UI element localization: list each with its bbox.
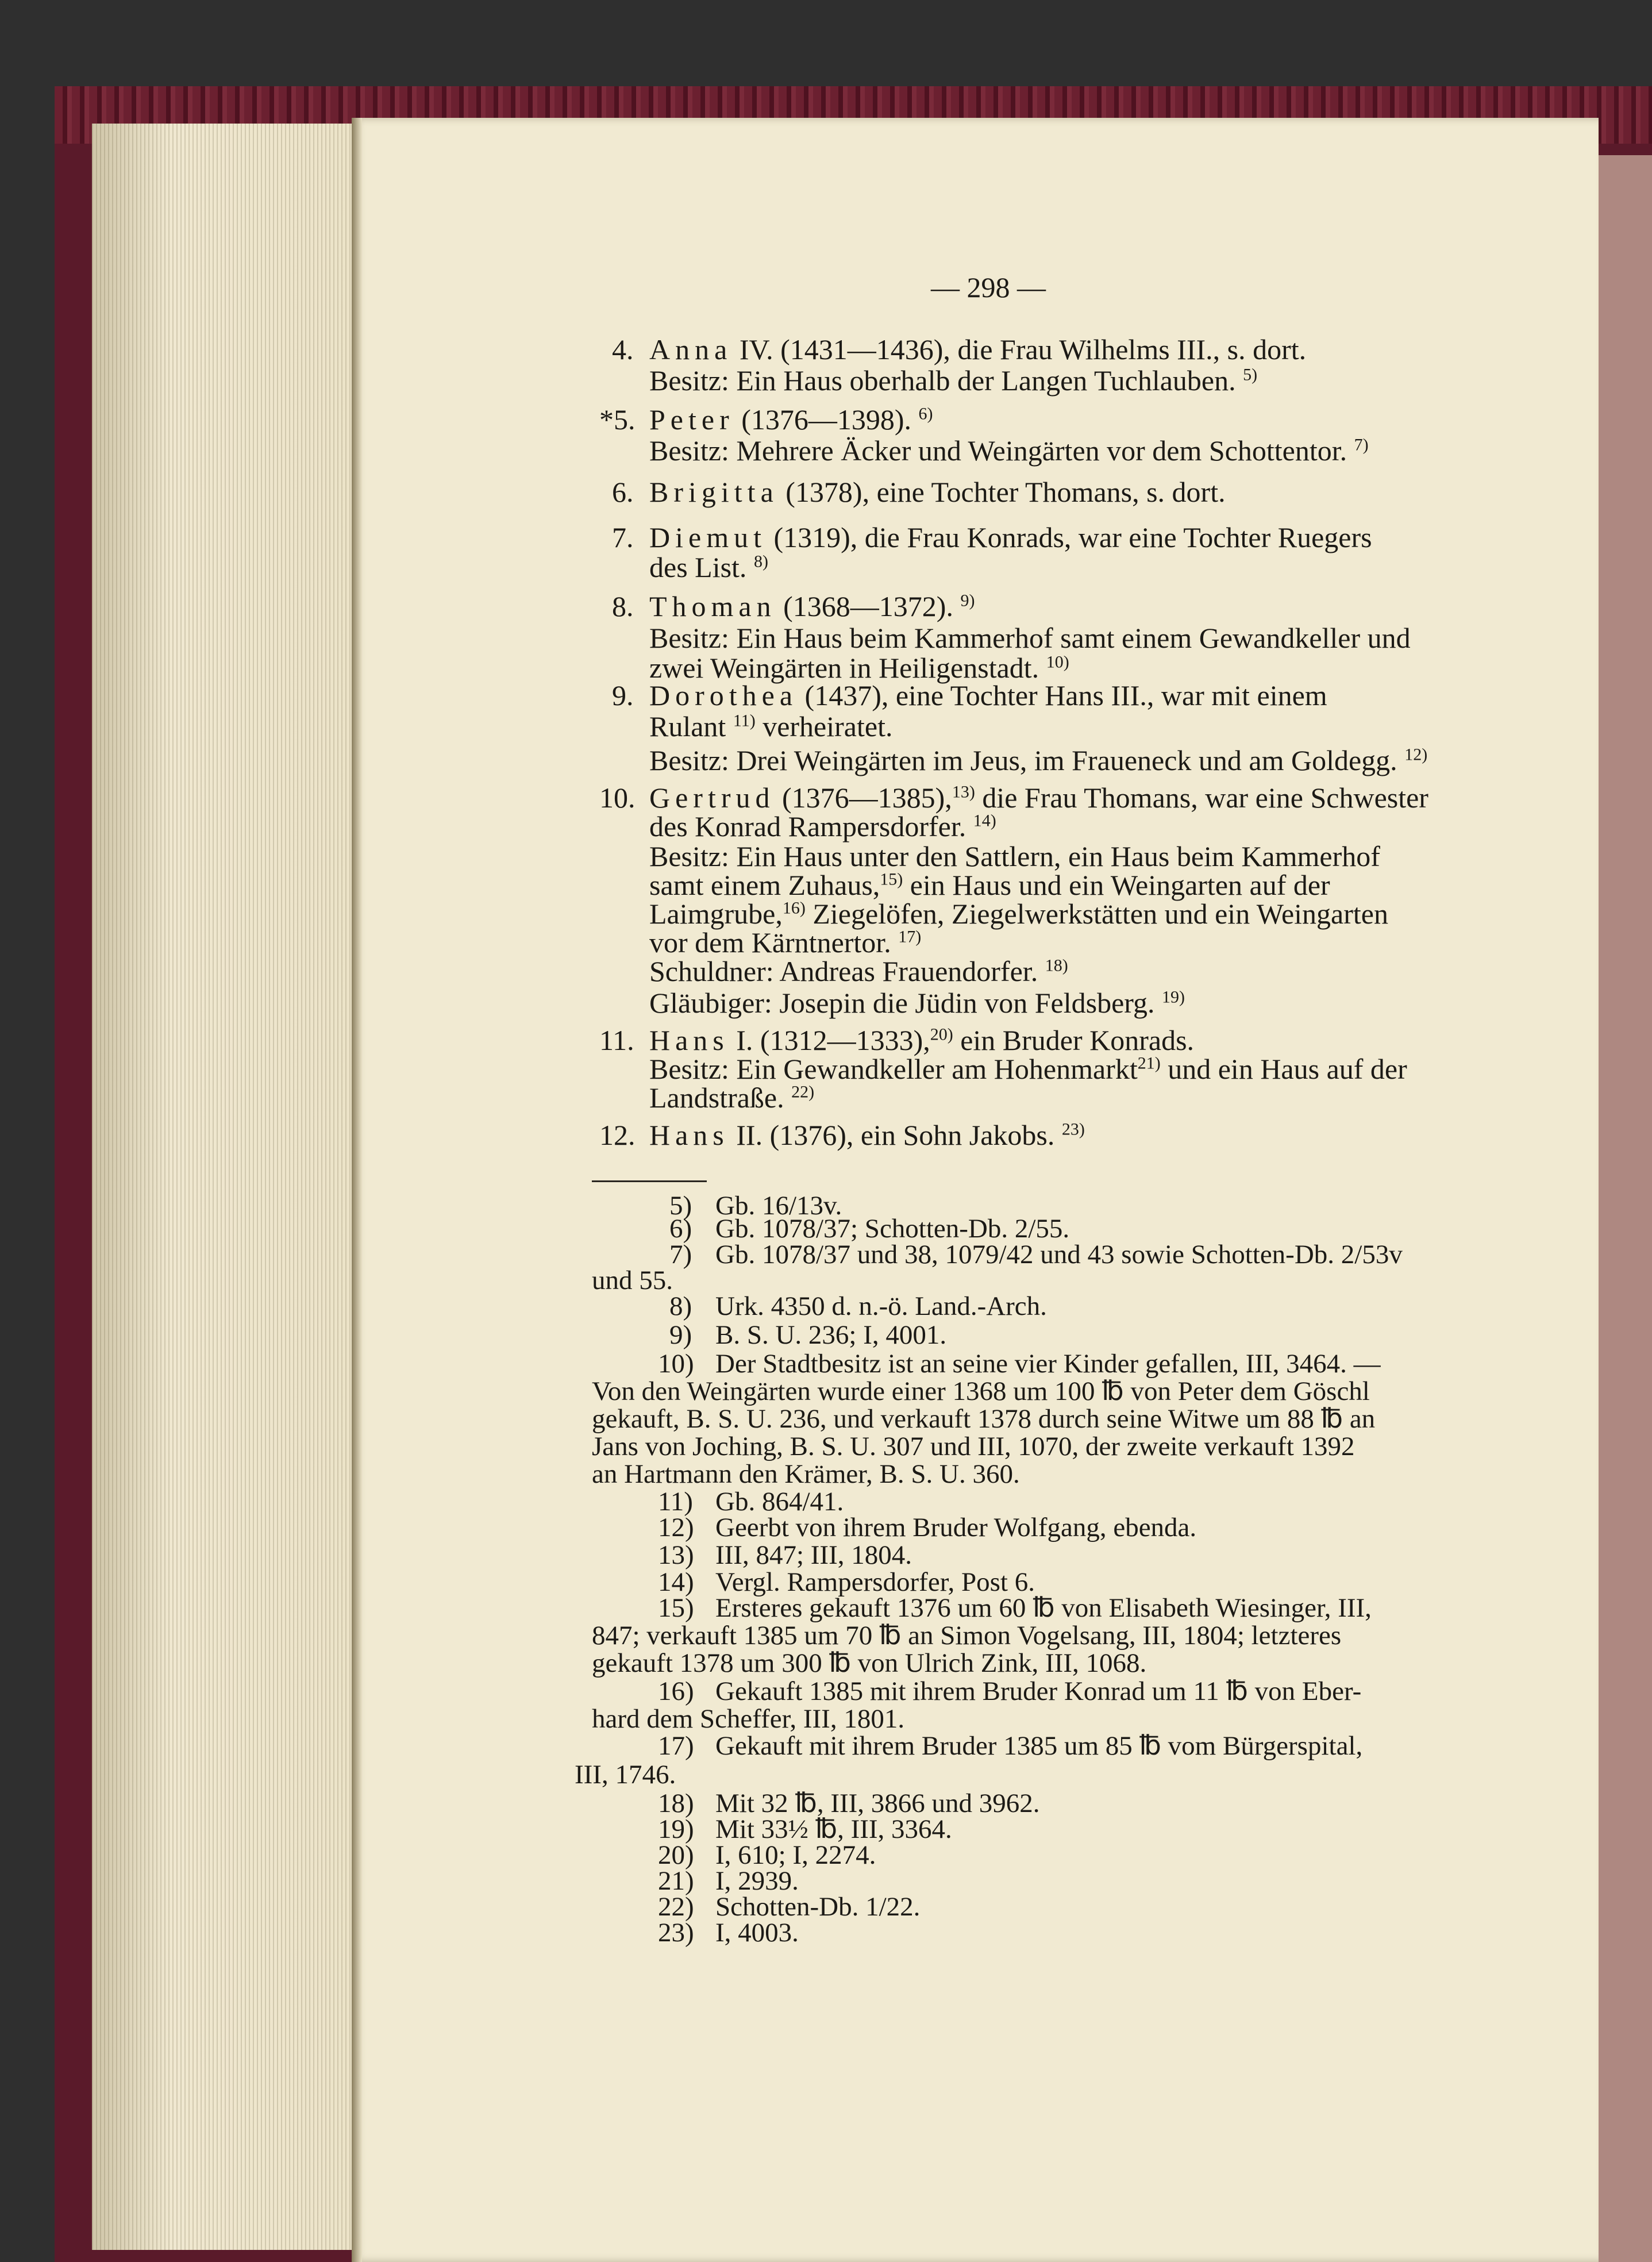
entry-line: Besitz: Ein Haus unter den Sattlern, ein Haus beim Kammerhof [649, 840, 1380, 872]
entry-line: Thoman (1368—1372). $^{9)}$ [649, 590, 975, 622]
entry-line: Anna IV. (1431—1436), die Frau Wilhelms III., s. dort. [649, 333, 1307, 366]
footnote-mark: 9) [669, 1320, 692, 1350]
entry-number: 4. [612, 333, 634, 366]
footnote-ref: 23) [1061, 1120, 1085, 1139]
entry-line: Gertrud (1376—1385),$^{13)}$ die Frau Thomans, war eine Schwester [649, 782, 1428, 814]
entry-number: 10. [599, 782, 636, 814]
entry-name: Peter [649, 403, 734, 436]
footnote-ref: 19) [1162, 987, 1185, 1007]
entry-line: zwei Weingärten in Heiligenstadt. $^{10)}$ [649, 652, 1069, 684]
footnote-mark: 12) [658, 1513, 694, 1542]
footnote-line: I, 4003. [715, 1918, 799, 1948]
entry-line: des List. $^{8)}$ [649, 551, 768, 583]
entry-number: *5. [599, 403, 636, 436]
footnote-ref: 8) [753, 552, 768, 571]
entry-line: Besitz: Mehrere Äcker und Weingärten vor dem Schottentor. $^{7)}$ [649, 434, 1369, 467]
footnote-mark: 11) [658, 1487, 693, 1517]
footnote-mark: 14) [658, 1567, 694, 1597]
entry-name: Dorothea [649, 679, 798, 711]
entry-line: Besitz: Ein Haus beim Kammerhof samt einem Gewandkeller und [649, 622, 1411, 654]
footnote-ref: 9) [960, 591, 975, 610]
footnote-line: III, 847; III, 1804. [715, 1540, 912, 1570]
entry-line: Schuldner: Andreas Frauendorfer. $^{18)}$ [649, 955, 1068, 987]
footnote-ref: 6) [918, 404, 933, 424]
entry-number: 7. [612, 521, 634, 553]
footnote-line: Urk. 4350 d. n.-ö. Land.-Arch. [715, 1291, 1047, 1321]
footnote-mark: 17) [658, 1731, 694, 1761]
footnote-ref: 22) [791, 1082, 815, 1102]
footnote-mark: 8) [669, 1291, 692, 1321]
entry-line: Besitz: Ein Gewandkeller am Hohenmarkt$^{21)}$ und ein Haus auf der [649, 1053, 1407, 1085]
entry-line: Hans I. (1312—1333),$^{20)}$ ein Bruder Konrads. [649, 1024, 1195, 1056]
footnote-line: Der Stadtbesitz ist an seine vier Kinder gefallen, III, 3464. — [715, 1349, 1381, 1379]
footnote-ref: 15) [880, 870, 903, 889]
footnote-line: Gb. 1078/37; Schotten-Db. 2/55. [715, 1214, 1070, 1244]
footnote-ref: 10) [1046, 652, 1069, 672]
footnote-ref: 17) [898, 927, 922, 947]
footnote-line: Ersteres gekauft 1376 um 60 ℔ von Elisabeth Wiesinger, III, [715, 1593, 1372, 1623]
footnote-ref: 5) [1243, 365, 1258, 384]
footnote-ref: 11) [733, 711, 756, 730]
entry-line: des Konrad Rampersdorfer. $^{14)}$ [649, 810, 996, 843]
footnote-ref: 7) [1354, 435, 1369, 455]
footnote-line: III, 1746. [575, 1760, 676, 1790]
footnote-line: an Hartmann den Krämer, B. S. U. 360. [592, 1459, 1020, 1489]
entry-line: Gläubiger: Josepin die Jüdin von Feldsberg. $^{19)}$ [649, 987, 1185, 1019]
footnote-mark: 13) [658, 1540, 694, 1570]
footnote-mark: 6) [669, 1214, 692, 1244]
footnote-line: I, 610; I, 2274. [715, 1840, 876, 1870]
entry-name: Hans [649, 1024, 729, 1056]
page-stack-lines [92, 124, 356, 2250]
footnote-ref: 13) [952, 782, 975, 802]
footnote-ref: 12) [1404, 745, 1428, 764]
footnote-mark: 19) [658, 1814, 694, 1844]
entry-line: Diemut (1319), die Frau Konrads, war eine Tochter Ruegers [649, 521, 1372, 553]
entry-line: Dorothea (1437), eine Tochter Hans III., war mit einem [649, 679, 1327, 711]
footnote-ref: 16) [782, 898, 806, 918]
page-number: — 298 — [931, 271, 1046, 303]
entry-name: Hans [649, 1119, 729, 1151]
footnote-line: Gb. 1078/37 und 38, 1079/42 und 43 sowie Schotten-Db. 2/53v [715, 1240, 1403, 1270]
footnote-mark: 23) [658, 1918, 694, 1948]
footnote-mark: 5) [669, 1191, 692, 1221]
footnote-line: Vergl. Rampersdorfer, Post 6. [715, 1567, 1035, 1597]
entry-line: Hans II. (1376), ein Sohn Jakobs. $^{23)}$ [649, 1119, 1085, 1151]
entry-line: Landstraße. $^{22)}$ [649, 1082, 815, 1114]
footnote-mark: 20) [658, 1840, 694, 1870]
footnote-line: 847; verkauft 1385 um 70 ℔ an Simon Vogelsang, III, 1804; letzteres [592, 1621, 1342, 1651]
footnote-line: I, 2939. [715, 1866, 799, 1896]
footnote-mark: 21) [658, 1866, 694, 1896]
footnote-line: gekauft 1378 um 300 ℔ von Ulrich Zink, III, 1068. [592, 1648, 1147, 1678]
entry-name: Brigitta [649, 476, 779, 508]
page-gutter [352, 118, 362, 2262]
footnote-line: Gekauft mit ihrem Bruder 1385 um 85 ℔ vom Bürgerspital, [715, 1731, 1363, 1761]
entry-number: 9. [612, 679, 634, 711]
entry-line: Brigitta (1378), eine Tochter Thomans, s. dort. [649, 476, 1226, 508]
footnote-mark: 18) [658, 1788, 694, 1818]
entry-name: Anna [649, 333, 733, 366]
footnote-line: B. S. U. 236; I, 4001. [715, 1320, 947, 1350]
entry-number: 12. [599, 1119, 636, 1151]
footnote-rule [592, 1180, 707, 1182]
footnote-line: Schotten-Db. 1/22. [715, 1892, 921, 1922]
footnote-line: Von den Weingärten wurde einer 1368 um 100 ℔ von Peter dem Göschl [592, 1376, 1370, 1406]
entry-number: 8. [612, 590, 634, 622]
footnote-line: Mit 33½ ℔, III, 3364. [715, 1814, 952, 1844]
entry-name: Diemut [649, 521, 767, 553]
entry-name: Thoman [649, 590, 776, 622]
footnote-ref: 14) [973, 811, 996, 830]
footnote-line: und 55. [592, 1265, 673, 1295]
entry-name: Gertrud [649, 782, 775, 814]
footnote-mark: 7) [669, 1240, 692, 1270]
entry-number: 6. [612, 476, 634, 508]
footnote-ref: 21) [1137, 1053, 1161, 1073]
footnote-line: Geerbt von ihrem Bruder Wolfgang, ebenda. [715, 1513, 1197, 1542]
footnote-mark: 16) [658, 1676, 694, 1706]
footnote-line: Mit 32 ℔, III, 3866 und 3962. [715, 1788, 1040, 1818]
entry-line: Laimgrube,$^{16)}$ Ziegelöfen, Ziegelwerkstätten und ein Weingarten [649, 898, 1388, 930]
entry-line: vor dem Kärntnertor. $^{17)}$ [649, 926, 922, 959]
footnote-line: Gb. 16/13v. [715, 1191, 842, 1221]
entry-line: Rulant $^{11)}$ verheiratet. [649, 710, 893, 743]
footnote-mark: 10) [658, 1349, 694, 1379]
entry-line: samt einem Zuhaus,$^{15)}$ ein Haus und ein Weingarten auf der [649, 869, 1330, 901]
footnote-mark: 22) [658, 1892, 694, 1922]
entry-number: 11. [599, 1024, 634, 1056]
footnote-mark: 15) [658, 1593, 694, 1623]
facing-page-edge [1599, 155, 1652, 2262]
footnote-line: Jans von Joching, B. S. U. 307 und III, 1070, der zweite verkauft 1392 [592, 1432, 1355, 1461]
entry-line: Besitz: Drei Weingärten im Jeus, im Fraueneck und am Goldegg. $^{12)}$ [649, 744, 1428, 776]
entry-line: Peter (1376—1398). $^{6)}$ [649, 403, 933, 436]
footnote-line: Gekauft 1385 mit ihrem Bruder Konrad um 11 ℔ von Eber- [715, 1676, 1362, 1706]
footnote-ref: 20) [930, 1025, 953, 1044]
footnote-line: Gb. 864/41. [715, 1487, 844, 1517]
footnote-line: hard dem Scheffer, III, 1801. [592, 1704, 905, 1734]
entry-line: Besitz: Ein Haus oberhalb der Langen Tuchlauben. $^{5)}$ [649, 364, 1258, 397]
footnote-ref: 18) [1045, 956, 1068, 975]
footnote-line: gekauft, B. S. U. 236, und verkauft 1378 durch seine Witwe um 88 ℔ an [592, 1404, 1376, 1434]
